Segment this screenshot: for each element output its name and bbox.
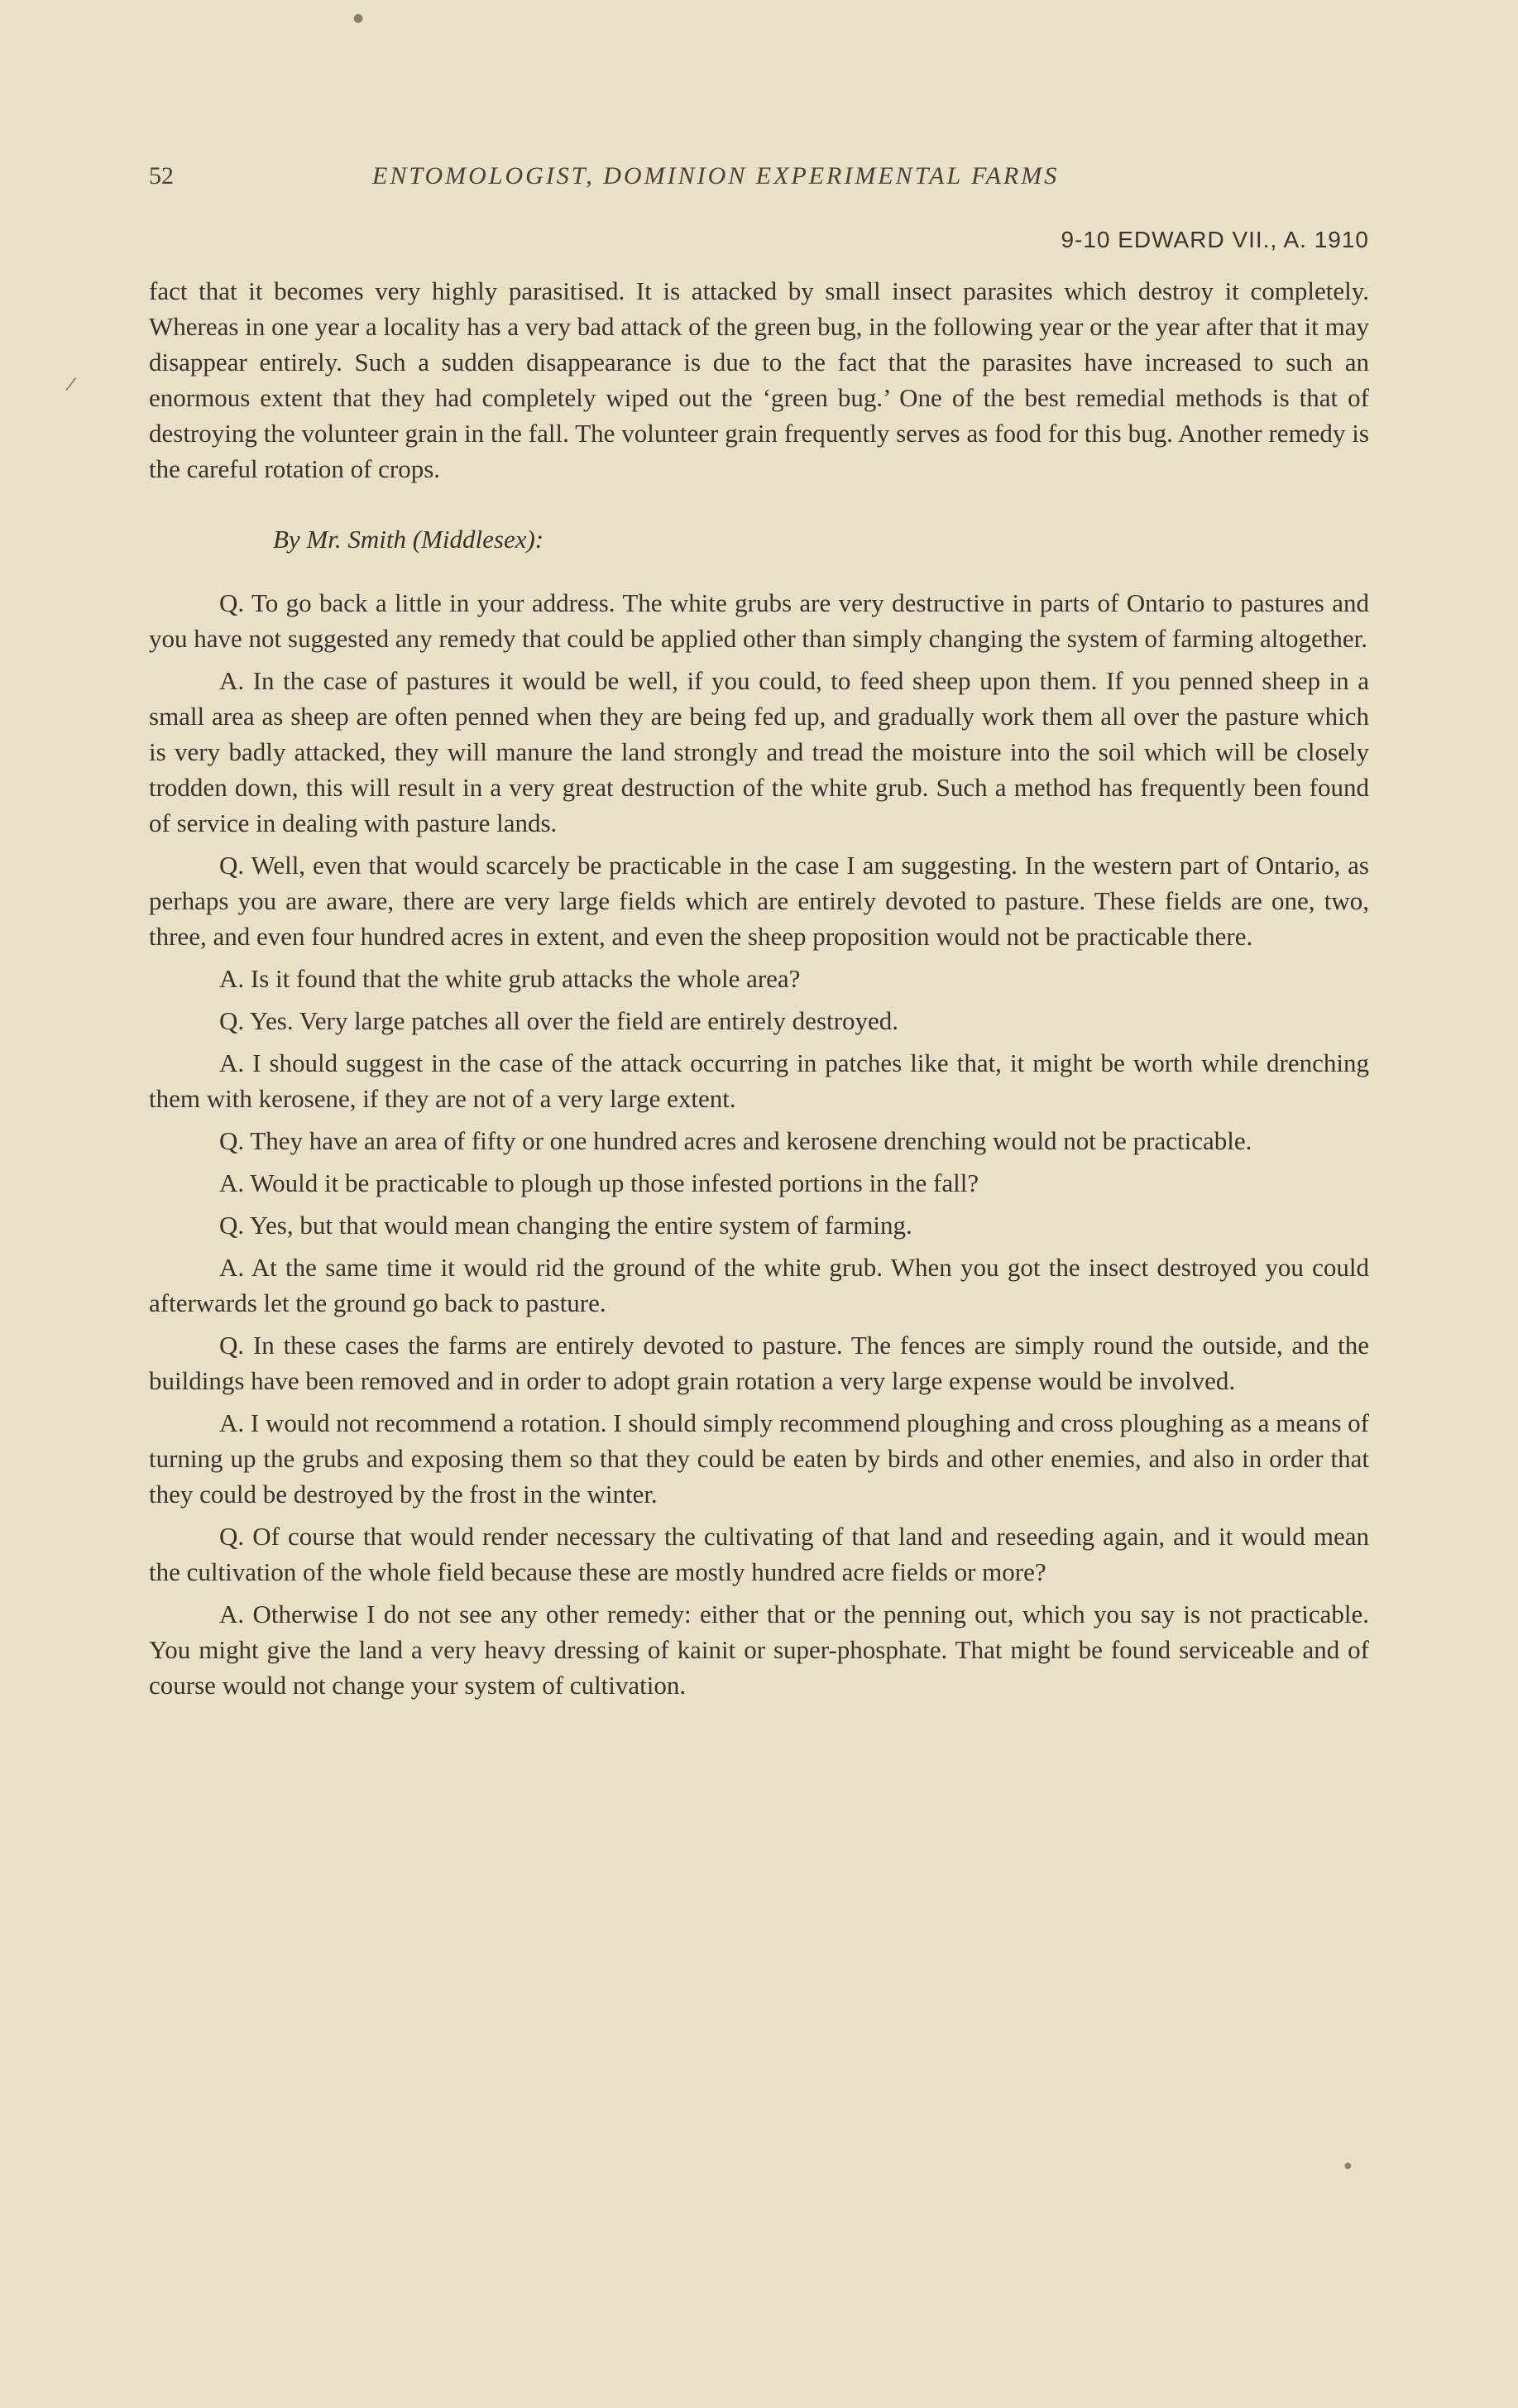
- answer-paragraph: A. Would it be practicable to plough up those infested portions in the fall?: [219, 1168, 979, 1197]
- answer-paragraph: A. I would not recommend a rotation. I should simply recommend ploughing and cross ploughing as a means of turning up the grubs and exposing them so that they could be eaten by birds and other enemies, and also in order that they could be destroyed by the frost in the winter.: [149, 1408, 1369, 1509]
- question-paragraph: Q. Of course that would render necessary the cultivating of that land and reseeding again, and it would mean the cultivation of the whole field because these are mostly hundred acre fields or more?: [149, 1522, 1369, 1586]
- intro-paragraph: fact that it becomes very highly parasitised. It is attacked by small insect parasites which destroy it completely. Whereas in one year a locality has a very bad attack of the green bug, in the following year or the year after that it may disappear entirely. Such a sudden disappearance is due to the fact that the parasites have increased to such an enormous extent that they had completely wiped out the ‘green bug.’ One of the best remedial methods is that of destroying the volunteer grain in the fall. The volunteer grain frequently serves as food for this bug. Another remedy is the careful rotation of crops.: [149, 276, 1369, 483]
- answer-paragraph: A. I should suggest in the case of the attack occurring in patches like that, it might be worth while drenching them with kerosene, if they are not of a very large extent.: [149, 1048, 1369, 1113]
- ink-speck-bottom: ●: [1344, 2161, 1352, 2171]
- margin-tick: /: [64, 373, 78, 396]
- running-title: ENTOMOLOGIST, DOMINION EXPERIMENTAL FARMS: [372, 162, 1060, 189]
- question-paragraph: Q. Well, even that would scarcely be practicable in the case I am suggesting. In the western part of Ontario, as perhaps you are aware, there are very large fields which are entirely devoted to pasture. These fields are one, two, three, and even four hundred acres in extent, and even the sheep proposition would not be practicable there.: [149, 851, 1369, 951]
- body-text: [149, 273, 1369, 1710]
- session-label: 9-10 EDWARD VII., A. 1910: [1061, 227, 1369, 252]
- question-paragraph: Q. Yes, but that would mean changing the entire system of farming.: [219, 1211, 912, 1240]
- ink-speck-top: ●: [353, 12, 364, 25]
- question-paragraph: Q. They have an area of fifty or one hundred acres and kerosene drenching would not be practicable.: [219, 1126, 1252, 1155]
- answer-paragraph: A. At the same time it would rid the ground of the white grub. When you got the insect destroyed you could afterwards let the ground go back to pasture.: [149, 1253, 1369, 1317]
- question-paragraph: Q. To go back a little in your address. The white grubs are very destructive in parts of Ontario to pastures and you have not suggested any remedy that could be applied other than simply changing the system of farming altogether.: [149, 588, 1369, 653]
- answer-paragraph: A. In the case of pastures it would be well, if you could, to feed sheep upon them. If you penned sheep in a small area as sheep are often penned when they are being fed up, and gradually work them all over the pasture which is very badly attacked, they will manure the land strongly and tread the moisture into the soil which will be closely trodden down, this will result in a very great destruction of the white grub. Such a method has frequently been found of service in dealing with pasture lands.: [149, 666, 1369, 837]
- running-head: [149, 162, 1365, 202]
- answer-paragraph: A. Otherwise I do not see any other remedy: either that or the penning out, which you say is not practicable. You might give the land a very heavy dressing of kainit or super-phosphate. That might be found serviceable and of course would not change your system of cultivation.: [149, 1600, 1369, 1700]
- question-paragraph: Q. Yes. Very large patches all over the field are entirely destroyed.: [219, 1006, 898, 1035]
- question-paragraph: Q. In these cases the farms are entirely devoted to pasture. The fences are simply round the outside, and the buildings have been removed and in order to adopt grain rotation a very large expense would be involved.: [149, 1331, 1369, 1395]
- page-number: 52: [149, 162, 174, 189]
- speaker-heading: By Mr. Smith (Middlesex):: [273, 525, 544, 554]
- answer-paragraph: A. Is it found that the white grub attacks the whole area?: [219, 964, 801, 993]
